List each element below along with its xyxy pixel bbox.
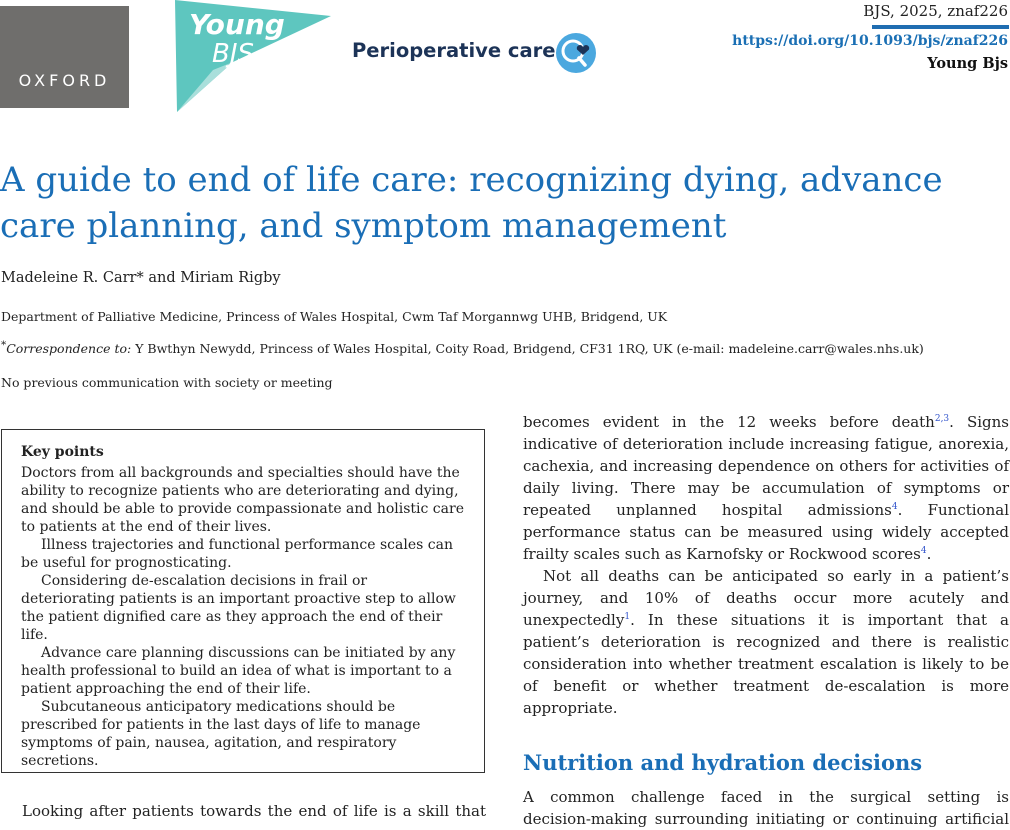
journal-reference: BJS, 2025, znaf226 xyxy=(863,2,1008,20)
oxford-logo-text: OXFORD xyxy=(18,71,111,90)
correspondence-label: Correspondence to: xyxy=(6,341,132,357)
magnifier-heart-icon xyxy=(556,33,596,73)
citation-link[interactable]: 4 xyxy=(891,502,898,512)
authors: Madeleine R. Carr* and Miriam Rigby xyxy=(1,270,281,286)
journal-rule xyxy=(872,25,1009,29)
text-run: Not all deaths can be anticipated so early in a patient’s journey, and 10% of deaths occur more acutely and unexpectedly xyxy=(523,567,1009,629)
section-heading: Nutrition and hydration decisions xyxy=(523,750,923,775)
text-run: . Signs indicative of deterioration include increasing fatigue, anorexia, cachexia, and increasing dependence on others for activities of daily living. There may be accumulation of symptoms or repeated unplanned hospital admissions xyxy=(523,413,1009,519)
text-run: . xyxy=(926,545,932,563)
body-text-left: Looking after patients towards the end of life is a skill that xyxy=(22,802,486,820)
affiliation: Department of Palliative Medicine, Princess of Wales Hospital, Cwm Taf Morgannwg UHB, Bridgend, UK xyxy=(1,309,668,324)
young-bjs-text-1: Young xyxy=(189,8,285,41)
key-point: Advance care planning discussions can be initiated by any health professional to build an idea of what is important to a patient approaching the end of their life. xyxy=(21,645,456,697)
key-point: Illness trajectories and functional performance scales can be useful for prognosticating. xyxy=(21,537,453,571)
paragraph xyxy=(523,411,1009,565)
text-run: . Functional performance status can be measured using widely accepted frailty scales such as Karnofsky or Rockwood scores xyxy=(523,501,1009,563)
citation-link[interactable]: 4 xyxy=(920,546,927,556)
doi-link[interactable]: https://doi.org/10.1093/bjs/znaf226 xyxy=(732,33,1008,49)
key-point: Subcutaneous anticipatory medications should be prescribed for patients in the last days of life to manage symptoms of pain, nausea, agitation, and respiratory secretions. xyxy=(21,699,421,769)
young-bjs-logo xyxy=(175,0,335,115)
section-line: decision-making surrounding initiating or continuing artificial xyxy=(523,810,1009,828)
journal-section: Young Bjs xyxy=(927,55,1008,72)
citation-link[interactable]: 1 xyxy=(624,612,631,622)
series-label: Perioperative care xyxy=(352,39,556,62)
body-text-right xyxy=(523,411,1009,719)
young-bjs-text-2: BJS xyxy=(212,39,255,69)
correspondence-text: Y Bwthyn Newydd, Princess of Wales Hospital, Coity Road, Bridgend, CF31 1RQ, UK (e-mail: madeleine.carr@wales.nhs.uk) xyxy=(131,341,924,357)
communication-note: No previous communication with society or meeting xyxy=(1,375,333,390)
key-points-box xyxy=(1,429,485,773)
correspondence: *Correspondence to: Y Bwthyn Newydd, Princess of Wales Hospital, Coity Road, Bridgend, CF31 1RQ, UK (e-mail: madeleine.carr@wales.nhs.uk) xyxy=(1,339,924,357)
paragraph xyxy=(523,565,1009,719)
oxford-logo xyxy=(0,6,129,108)
key-point: Considering de-escalation decisions in frail or deteriorating patients is an important proactive step to allow the patient dignified care as they approach the end of their life. xyxy=(21,573,456,643)
key-point: Doctors from all backgrounds and specialties should have the ability to recognize patients who are deteriorating and dying, and should be able to provide compassionate and holistic care to patients at the end of their lives. xyxy=(21,465,464,535)
section-text xyxy=(523,786,1009,830)
text-run: . In these situations it is important that a patient’s deterioration is recognized and there is realistic consideration into whether treatment escalation is likely to be of benefit or whether treatment de-escalation is more appropriate. xyxy=(523,611,1009,717)
article-title: A guide to end of life care: recognizing dying, advance care planning, and symptom management xyxy=(0,160,943,246)
key-points-heading: Key points xyxy=(21,444,104,460)
section-line: A common challenge faced in the surgical setting is xyxy=(523,788,1009,806)
citation-link[interactable]: 2,3 xyxy=(934,414,950,424)
text-run: becomes evident in the 12 weeks before death xyxy=(523,413,935,431)
